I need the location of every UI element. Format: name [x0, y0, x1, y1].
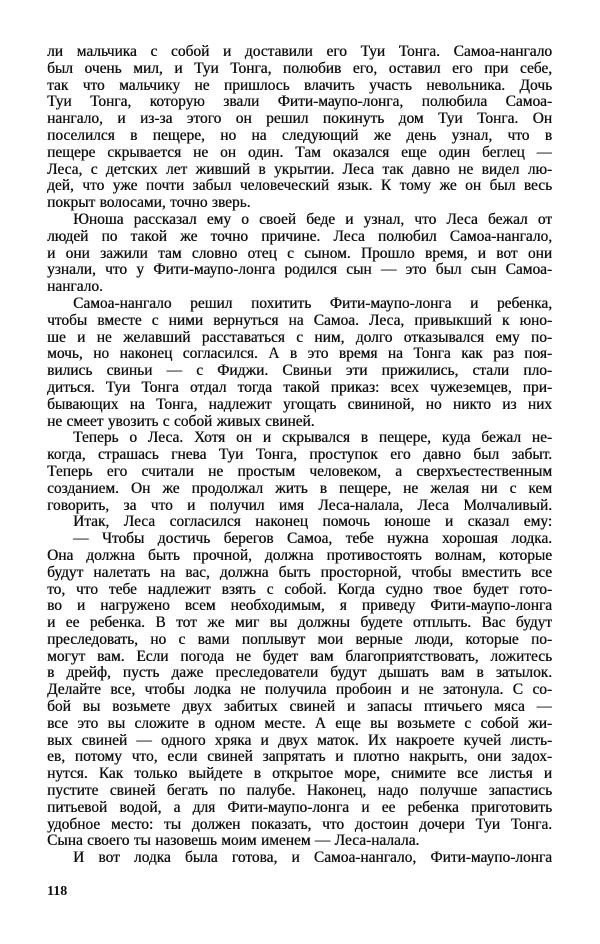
paragraph-start-line: Итак, Леса согласился наконец помочь юноше и сказал ему:: [73, 514, 552, 531]
text-line: бывающих на Тонга, надлежит угощать свининой, но никто из них: [47, 396, 552, 413]
text-line: Туи Тонга, которую звали Фити-маупо-лонга, полюбила Самоа-: [47, 94, 552, 111]
text-line: поселился в пещере, но на следующий же день узнал, что в: [47, 127, 552, 144]
text-line: мочь, но наконец согласился. А в это время на Тонга как раз поя-: [47, 346, 552, 363]
text-line: удобное место: ты должен показать, что достоин дочери Туи Тонга.: [47, 816, 552, 833]
text-line: Она должна быть прочной, должна противостоять волнам, которые: [47, 547, 552, 564]
text-line: и они зажили там словно отец с сыном. Прошло время, и вот они: [47, 245, 552, 262]
text-line: во и нагружено всем необходимым, я приведу Фити-маупо-лонга: [47, 598, 552, 615]
text-line: пещере скрывается не он один. Там оказался еще один беглец —: [47, 144, 552, 161]
text-line: бой вы возьмете двух забитых свиней и запасы птичьего мяса —: [47, 699, 552, 716]
text-line: питьевой водой, а для Фити-маупо-лонга и ее ребенка приготовить: [47, 799, 552, 816]
text-line: узнали, что у Фити-маупо-лонга родился сын — это был сын Самоа-: [47, 262, 552, 279]
text-line: ше и не желавший расставаться с ним, долго отказывался ему по-: [47, 329, 552, 346]
paragraph-start-line: И вот лодка была готова, и Самоа-нангало, Фити-маупо-лонга: [73, 850, 552, 867]
text-line: все это вы сложите в одном месте. А еще вы возьмете с собой жи-: [47, 715, 552, 732]
text-line: в дрейф, пусть даже преследователи будут дышать вам в затылок.: [47, 665, 552, 682]
paragraph-end-line: покрыт волосами, точно зверь.: [47, 195, 251, 212]
text-line: пустите свиней бегать по палубе. Наконец, надо получше запастись: [47, 783, 552, 800]
text-line: Теперь его считали не простым человеком, а сверхъестественным: [47, 463, 552, 480]
text-line: то, что тебе надлежит взять с собой. Когда судно твое будет гото-: [47, 581, 552, 598]
paragraph-end-line: Сына своего ты назовешь моим именем — Леса-налала.: [47, 833, 420, 850]
text-line: ли мальчика с собой и доставили его Туи Тонга. Самоа-нангало: [47, 44, 552, 60]
paragraph-start-line: Теперь о Леса. Хотя он и скрывался в пещере, куда бежал не-: [73, 430, 552, 447]
text-line: созданием. Он же продолжал жить в пещере, не желая ни с кем: [47, 480, 552, 497]
text-line: Леса, с детских лет живший в укрытии. Леса так давно не видел лю-: [47, 161, 552, 178]
text-line: нутся. Как только выйдете в открытое море, снимите все листья и: [47, 766, 552, 783]
text-line: Делайте все, чтобы лодка не получила пробоин и не затонула. С со-: [47, 682, 552, 699]
page-body-text: [47, 44, 552, 867]
text-line: был очень мил, и Туи Тонга, полюбив его, оставил его при себе,: [47, 60, 552, 77]
text-line: и ее ребенка. В тот же миг вы должны будете отплыть. Вас будут: [47, 615, 552, 632]
page-number: 118: [47, 884, 68, 899]
text-line: когда, страшась гнева Туи Тонга, проступок его давно был забыт.: [47, 447, 552, 464]
paragraph-end-line: нангало.: [47, 279, 103, 296]
text-line: будут налетать на вас, должна быть просторной, чтобы вместить все: [47, 564, 552, 581]
text-line: вых свиней — одного хряка и двух маток. Их накроете кучей листь-: [47, 732, 552, 749]
text-line: так что мальчику не пришлось влачить участь невольника. Дочь: [47, 77, 552, 94]
paragraph-start-line: Самоа-нангало решил похитить Фити-маупо-лонга и ребенка,: [73, 295, 552, 312]
text-line: нангало, и из-за этого он решил покинуть дом Туи Тонга. Он: [47, 111, 552, 128]
paragraph-start-line: — Чтобы достичь берегов Самоа, тебе нужна хорошая лодка.: [73, 531, 552, 548]
text-line: диться. Туи Тонга отдал тогда такой приказ: всех чужеземцев, при-: [47, 379, 552, 396]
text-line: людей по такой же точно причине. Леса полюбил Самоа-нангало,: [47, 228, 552, 245]
text-line: вились свиньи — с Фиджи. Свиньи эти прижились, стали пло-: [47, 363, 552, 380]
paragraph-start-line: Юноша рассказал ему о своей беде и узнал, что Леса бежал от: [73, 211, 552, 228]
text-line: ев, потому что, если свиней запрятать и плотно накрыть, они задох-: [47, 749, 552, 766]
paragraph-end-line: не смеет увозить с собой живых свиней.: [47, 413, 315, 430]
text-line: чтобы вместе с ними вернуться на Самоа. Леса, привыкший к юно-: [47, 312, 552, 329]
text-line: говорить, за что и получил имя Леса-налала, Леса Молчаливый.: [47, 497, 552, 514]
text-line: могут вам. Если погода не будет вам благоприятствовать, ложитесь: [47, 648, 552, 665]
text-line: преследовать, но с вами поплывут мои верные люди, которые по-: [47, 631, 552, 648]
text-line: дей, что уже почти забыл человеческий язык. К тому же он был весь: [47, 178, 552, 195]
